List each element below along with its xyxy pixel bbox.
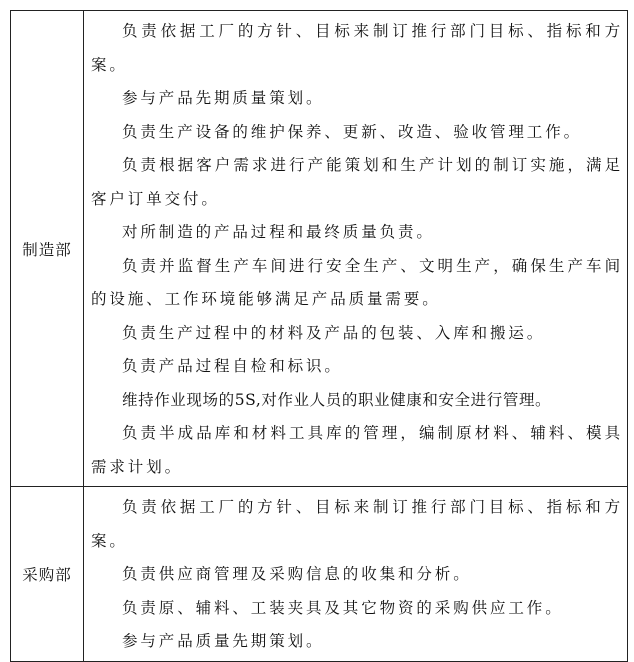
duty-item: 负责供应商管理及采购信息的收集和分析。 [122, 565, 472, 583]
duty-item: 负责依据工厂的方针、目标来制订推行部门目标、指标和方案。 [91, 22, 623, 74]
duty-item: 对所制造的产品过程和最终质量负责。 [122, 223, 435, 241]
department-name: 采购部 [11, 487, 84, 662]
duty-cell [84, 11, 628, 487]
responsibility-table [10, 10, 628, 662]
duty-item: 负责生产过程中的材料及产品的包装、入库和搬运。 [122, 323, 546, 342]
duty-item: 负责产品过程自检和标识。 [122, 357, 343, 375]
duty-list [84, 487, 627, 661]
department-row-procurement [11, 487, 628, 662]
duty-item: 负责并监督生产车间进行安全生产、文明生产，确保生产车间的设施、工作环境能够满足产品质量需要。 [91, 256, 623, 308]
department-name: 制造部 [11, 11, 84, 487]
duty-item: 参与产品先期质量策划。 [122, 89, 325, 107]
department-row-manufacturing [11, 11, 628, 487]
duty-item: 负责原、辅料、工装夹具及其它物资的采购供应工作。 [122, 598, 564, 617]
duty-list [84, 11, 627, 486]
duty-item: 负责依据工厂的方针、目标来制订推行部门目标、指标和方案。 [91, 498, 623, 550]
duty-item: 参与产品质量先期策划。 [122, 632, 325, 650]
duty-item: 维持作业现场的5S,对作业人员的职业健康和安全进行管理。 [122, 390, 552, 409]
duty-cell [84, 487, 628, 662]
duty-item: 负责半成品库和材料工具库的管理，编制原材料、辅料、模具需求计划。 [91, 424, 623, 476]
duty-item: 负责根据客户需求进行产能策划和生产计划的制订实施，满足客户订单交付。 [91, 156, 623, 208]
duty-item: 负责生产设备的维护保养、更新、改造、验收管理工作。 [122, 122, 583, 141]
